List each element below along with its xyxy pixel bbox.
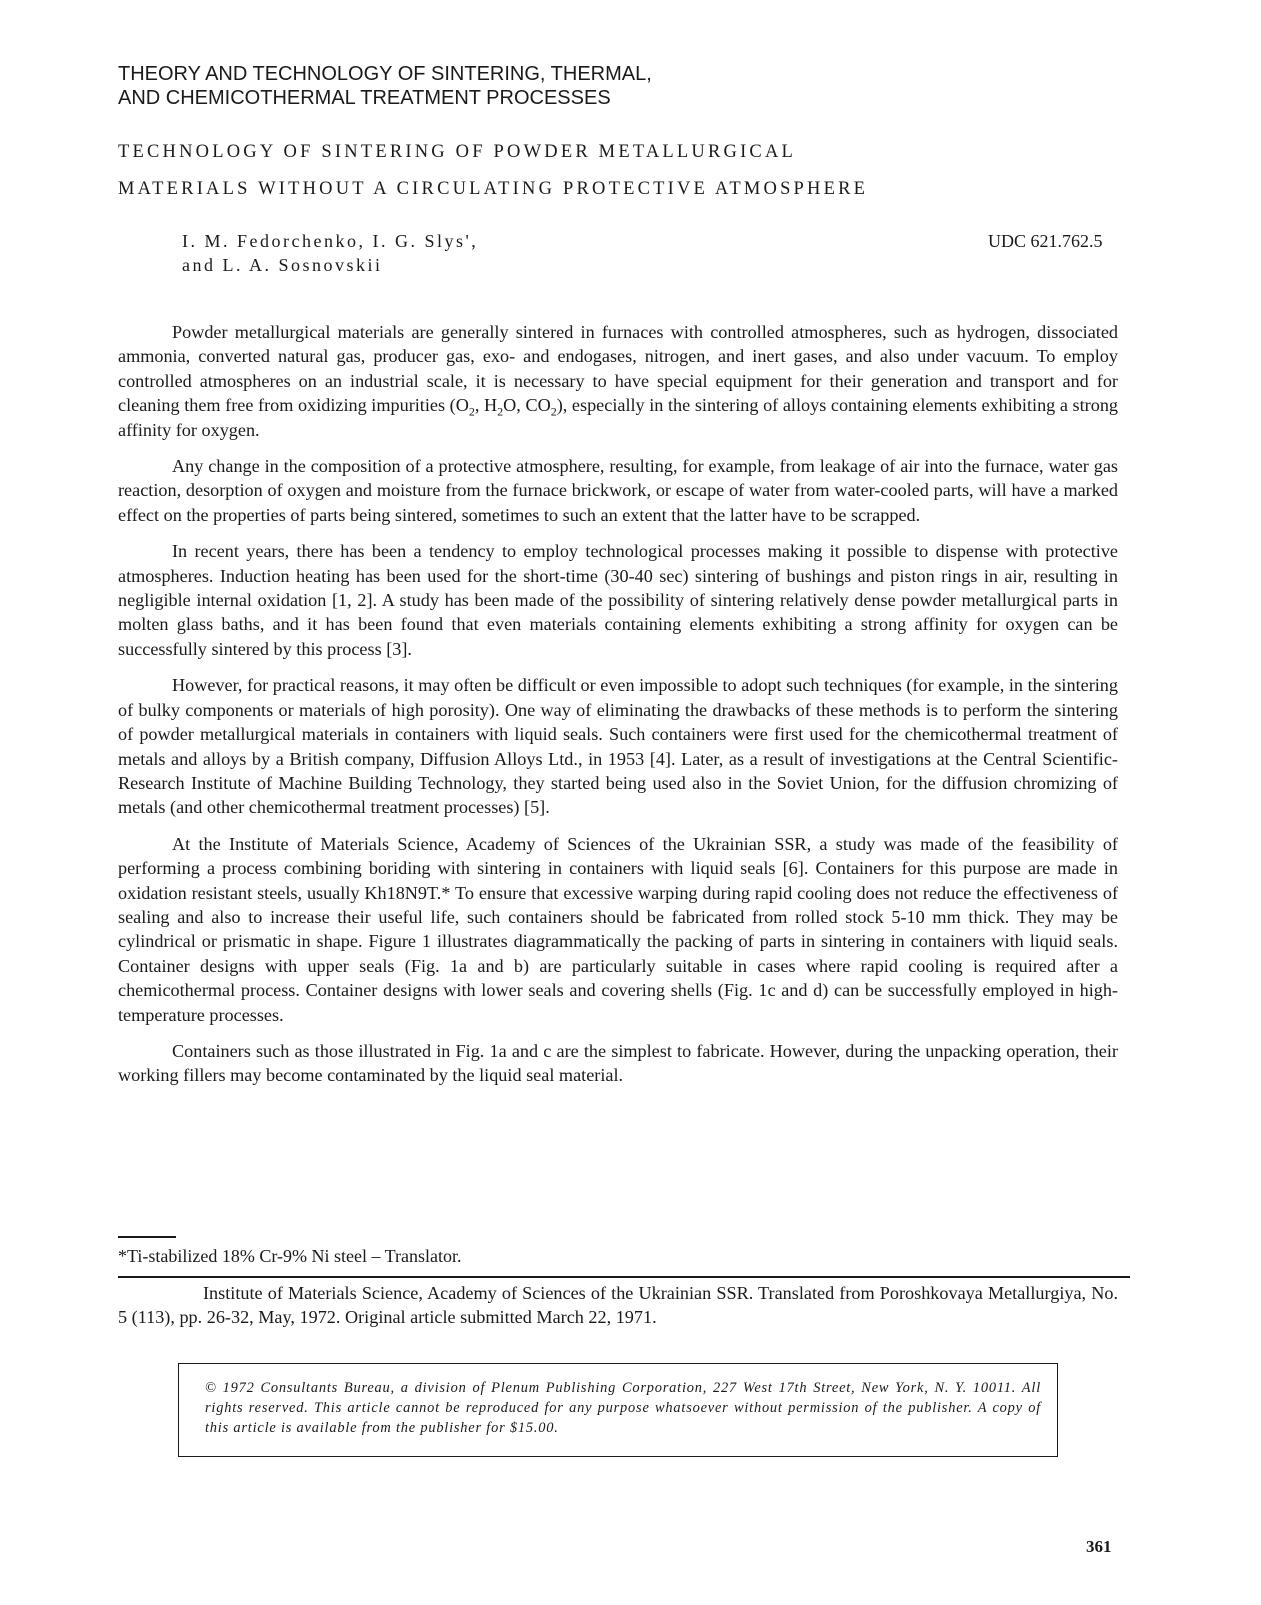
paragraph-1-text-d: ), especially in the sintering of alloys containing elements exhibiting a strong affinity for oxygen. bbox=[118, 395, 1119, 440]
paragraph-4: However, for practical reasons, it may often be difficult or even impossible to adopt such techniques (for example, in the sintering of bulky components or materials of high porosity). One way of eliminating the drawbacks of these methods is to perform the sintering of powder metallurgical materials in containers with liquid seals. Such containers were first used for the chemicothermal treatment of metals and alloys by a British company, Diffusion Alloys Ltd., in 1953 [4]. Later, as a result of investigations at the Central Scientific-Research Institute of Machine Building Technology, they started being used also in the Soviet Union, for the diffusion chromizing of metals (and other chemicothermal treatment processes) [5]. bbox=[118, 675, 1118, 818]
udc-code: UDC 621.762.5 bbox=[988, 231, 1103, 251]
affiliation-note: Institute of Materials Science, Academy of Sciences of the Ukrainian SSR. Translated from Poroshkovaya Metallurgiya, No. 5 (113), pp. 26-32, May, 1972. Original article submitted March 22, 1971. bbox=[118, 1283, 1118, 1328]
affiliation-divider bbox=[118, 1276, 1130, 1278]
footnote-divider bbox=[118, 1236, 176, 1238]
section-heading-line-1: THEORY AND TECHNOLOGY OF SINTERING, THERMAL, bbox=[118, 63, 652, 85]
paragraph-1 bbox=[118, 320, 1118, 442]
author-list bbox=[182, 229, 478, 277]
subscript: 2 bbox=[550, 404, 557, 419]
copyright-box bbox=[178, 1363, 1058, 1457]
subscript: 2 bbox=[468, 404, 475, 419]
subscript: 2 bbox=[497, 404, 504, 419]
page-number: 361 bbox=[1086, 1537, 1112, 1556]
authors-line-1: I. M. Fedorchenko, I. G. Slys', bbox=[182, 231, 479, 251]
article-title-line-1: TECHNOLOGY OF SINTERING OF POWDER METALLURGICAL bbox=[118, 142, 797, 162]
copyright-notice: © 1972 Consultants Bureau, a division of Plenum Publishing Corporation, 227 West 17th Street, New York, N. Y. 10011. All rights reserved. This article cannot be reproduced for any purpose whatsoever without permission of the publisher. A copy of this article is available from the publisher for $15.00. bbox=[205, 1380, 1041, 1436]
section-heading-line-2: AND CHEMICOTHERMAL TREATMENT PROCESSES bbox=[118, 87, 611, 109]
footnote: *Ti-stabilized 18% Cr-9% Ni steel – Translator. bbox=[118, 1246, 462, 1266]
paragraph-1-text-b: , H bbox=[474, 395, 498, 416]
paragraph-1-text-c: O, CO bbox=[503, 395, 551, 416]
paragraph-6: Containers such as those illustrated in Fig. 1a and c are the simplest to fabricate. However, during the unpacking operation, their working fillers may become contaminated by the liquid seal material. bbox=[118, 1040, 1118, 1086]
article-title-line-2: MATERIALS WITHOUT A CIRCULATING PROTECTIVE ATMOSPHERE bbox=[118, 179, 869, 199]
paragraph-5: At the Institute of Materials Science, Academy of Sciences of the Ukrainian SSR, a study was made of the feasibility of performing a process combining boriding with sintering in containers with liquid seals [6]. Containers for this purpose are made in oxidation resistant steels, usually Kh18N9T.* To ensure that excessive warping during rapid cooling does not reduce the effectiveness of sealing and also to increase their useful life, such containers should be fabricated from rolled stock 5-10 mm thick. They may be cylindrical or prismatic in shape. Figure 1 illustrates diagrammatically the packing of parts in sintering in containers with liquid seals. Container designs with upper seals (Fig. 1a and b) are particularly suitable in cases where rapid cooling is required after a chemicothermal process. Container designs with lower seals and covering shells (Fig. 1c and d) can be successfully employed in high-temperature processes. bbox=[118, 833, 1118, 1025]
authors-line-2: and L. A. Sosnovskii bbox=[182, 255, 383, 275]
paragraph-3: In recent years, there has been a tendency to employ technological processes making it possible to dispense with protective atmospheres. Induction heating has been used for the short-time (30-40 sec) sintering of bushings and piston rings in air, resulting in negligible internal oxidation [1, 2]. A study has been made of the possibility of sintering relatively dense powder metallurgical parts in molten glass baths, and it has been found that even materials containing elements exhibiting a strong affinity for oxygen can be successfully sintered by this process [3]. bbox=[118, 541, 1118, 659]
section-heading bbox=[118, 62, 1018, 110]
article-body bbox=[118, 320, 1118, 1100]
paragraph-1-text-a: Powder metallurgical materials are generally sintered in furnaces with controlled atmospheres, such as hydrogen, dissociated ammonia, converted natural gas, producer gas, exo- and endogases, nitrogen, and inert gases, and also under vacuum. To employ controlled atmospheres on an industrial scale, it is necessary to have special equipment for their generation and transport and for cleaning them free from oxidizing impurities (O bbox=[118, 322, 1118, 416]
paragraph-2: Any change in the composition of a protective atmosphere, resulting, for example, from leakage of air into the furnace, water gas reaction, desorption of oxygen and moisture from the furnace brickwork, or escape of water from water-cooled parts, will have a marked effect on the properties of parts being sintered, sometimes to such an extent that the latter have to be scrapped. bbox=[118, 456, 1118, 525]
